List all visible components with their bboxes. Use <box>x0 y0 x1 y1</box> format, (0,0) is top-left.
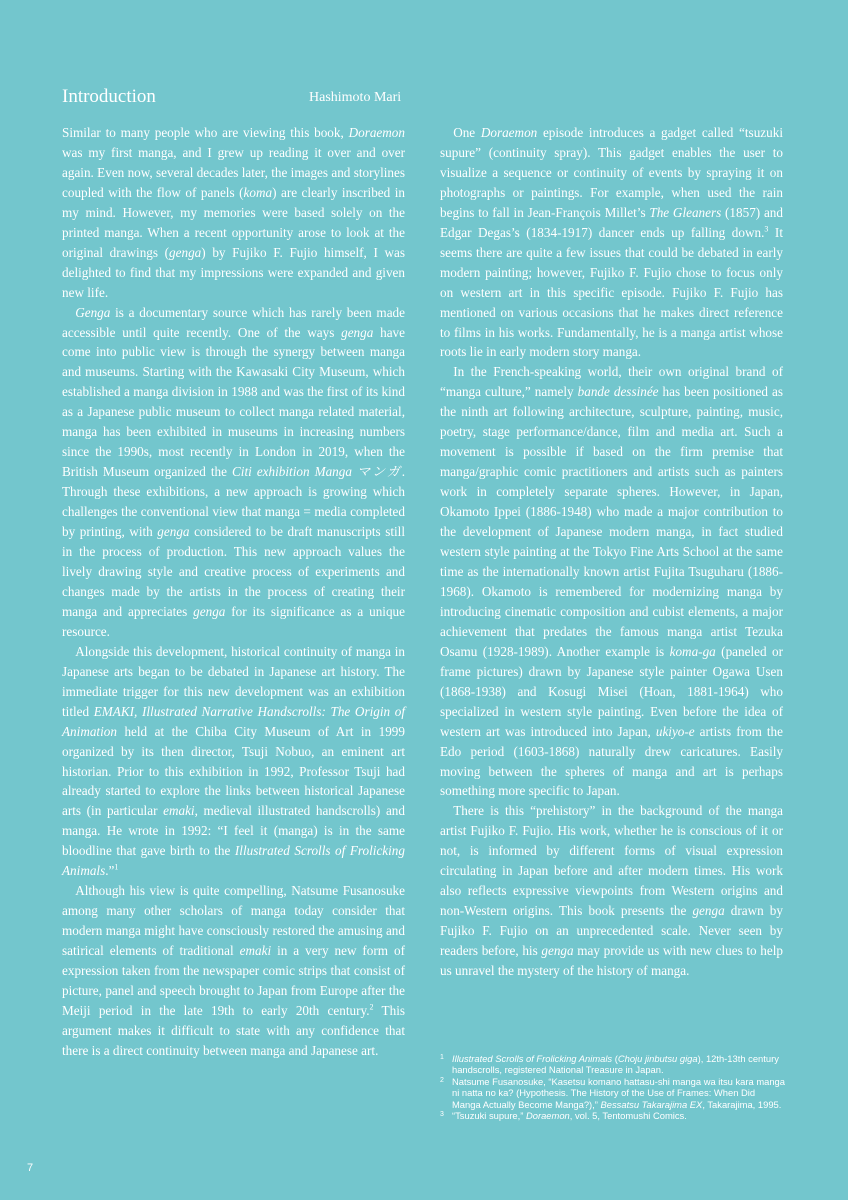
footnote-ref: 2 <box>369 1002 374 1012</box>
footnote-ref: 1 <box>114 862 119 872</box>
italic-term: koma <box>243 184 273 200</box>
italic-term: ukiyo-e <box>655 723 695 739</box>
italic-term: Genga <box>75 304 111 320</box>
author-name: Hashimoto Mari <box>309 90 402 105</box>
italic-term: Bessatsu Takarajima EX <box>600 1098 703 1110</box>
page-number: 7 <box>27 1162 34 1174</box>
footnote: 2 Natsume Fusanosuke, “Kasetsu komano hattasu-shi manga wa itsu kara manga ni natta no ka? (Hypothesis. The History of the Use of Frames: When Did Manga Actually Become Manga?),” Bessatsu Takarajima EX, Takarajima, 1995. <box>440 1075 785 1110</box>
paragraph: One Doraemon episode introduces a gadget called “tsuzuki supure” (continuity spray). This gadget enables the user to visualize a sequence or continuity of events by spraying it on photographs or paintings. For example, when used the rain begins to fall in Jean-François Millet’s The Gleaners (1857) and Edgar Degas’s (1834-1917) dancer ends up falling down.$^3$ It seems there are quite a few issues that could be debated in early modern painting; however, Fujiko F. Fujio chose to focus only on western art in this specific episode. Fujiko F. Fujio has mentioned on various occasions that he makes direct reference to films in his works. Fundamentally, he is a manga artist whose roots lie in early modern story manga. <box>440 125 783 360</box>
italic-term: Doraemon <box>348 125 405 140</box>
italic-term: Illustrated Scrolls of Frolicking Animals <box>452 1053 613 1064</box>
footnote-number: 1 <box>440 1054 444 1061</box>
footnote-number: 2 <box>440 1076 444 1084</box>
italic-term: genga <box>541 943 574 959</box>
italic-term: koma-ga <box>669 643 716 659</box>
italic-term: EMAKI, Illustrated Narrative Handscrolls: The Origin of Animation <box>62 703 405 739</box>
italic-term: Doraemon <box>525 1110 570 1122</box>
footnotes <box>440 1053 785 1121</box>
paragraph: Similar to many people who are viewing this book, Doraemon was my first manga, and I grew up reading it over and over again. Even now, several decades later, the images and storylines coupled with the flow of panels (koma) are clearly inscribed in my mind. However, my memories were based solely on the printed manga. When a recent opportunity arose to look at the original drawings (genga) by Fujiko F. Fujio himself, I was delighted to find that my impressions were expanded and given new life. <box>62 125 405 300</box>
paragraph: In the French-speaking world, their own original brand of “manga culture,” namely bande dessinée has been positioned as the ninth art following architecture, sculpture, painting, music, poetry, stage performance/dance, film and media art. Such a movement is possible if based on the firm premise that manga/graphic comic practitioners and artists such as painters work in completely separate spheres. However, in Japan, Okamoto Ippei (1886-1948) who made a major contribution to the development of Japanese modern manga, in fact studied western style painting at the Tokyo Fine Arts School at the same time as the internationally known artist Fujita Tsuguharu (1886-1968). Okamoto is remembered for modernizing manga by introducing cinematic composition and cubist elements, a major achievement that predates the famous manga artist Tezuka Osamu (1928-1989). Another example is koma-ga (paneled or frame pictures) drawn by Japanese style painter Ogawa Usen (1868-1938) and Kosugi Misei (Hoan, 1881-1964) who specialized in western style painting. Even before the idea of western art was introduced into Japan, ukiyo-e artists from the Edo period (1603-1868) naturally drew caricatures. Easily moving between the spheres of manga and art is perhaps something more specific to Japan. <box>440 364 783 799</box>
footnote-ref: 3 <box>764 224 769 234</box>
italic-term: Illustrated Scrolls of Frolicking Animals <box>62 843 405 879</box>
paragraph: Genga is a documentary source which has rarely been made accessible until quite recently. One of the ways genga have come into public view is through the synergy between manga and museums. Starting with the Kawasaki City Museum, which established a manga division in 1988 and was the first of its kind as a Japanese public museum to collect manga related material, manga has been exhibited in museums in increasing numbers since the 1990s, most recently in London in 2019, when the British Museum organized the Citi exhibition Manga マンガ. Through these exhibitions, a new approach is growing which challenges the conventional view that manga = media completed by printing, with genga considered to be draft manuscripts still in the process of production. This new approach values the lively drawing style and creative process of experiments and changes made by the artists in the process of creating their manga and appreciates genga for its significance as a unique resource. <box>62 304 406 639</box>
italic-term: bande dessinée <box>577 384 659 400</box>
paragraph: Alongside this development, historical continuity of manga in Japanese arts began to be debated in Japanese art history. The immediate trigger for this new development was an exhibition titled EMAKI, Illustrated Narrative Handscrolls: The Origin of Animation held at the Chiba City Museum of Art in 1999 organized by its then director, Tsuji Nobuo, an eminent art historian. Prior to this exhibition in 1992, Professor Tsuji had already started to explore the links between historical Japanese arts (in particular emaki, medieval illustrated handscrolls) and manga. He wrote in 1992: “I feel it (manga) is in the same bloodline that gave birth to the Illustrated Scrolls of Frolicking Animals.”$^1$ <box>62 643 405 879</box>
footnote-number: 3 <box>440 1111 444 1119</box>
italic-term: genga <box>169 244 202 260</box>
italic-term: genga <box>193 603 226 619</box>
italic-term: Doraemon <box>480 125 538 140</box>
italic-term: genga <box>157 524 190 540</box>
italic-term: emaki <box>239 943 272 959</box>
paragraph: There is this “prehistory” in the background of the manga artist Fujiko F. Fujio. His work, whether he is conscious of it or not, is informed by different forms of visual expression circulating in Japan before and after modern times. His work also reflects expressive viewpoints from Western origins and non-Western origins. This book presents the genga drawn by Fujiko F. Fujio on an unprecedented scale. Never seen by readers before, his genga may provide us with new clues to help us unravel the mystery of the history of manga. <box>440 803 783 979</box>
page-title: Introduction <box>62 86 156 107</box>
paragraph: Although his view is quite compelling, Natsume Fusanosuke among many other scholars of manga today consider that modern manga might have consciously restored the amusing and satirical elements of traditional emaki in a very new form of expression taken from the newspaper comic strips that consist of picture, panel and speech brought to Japan from Europe after the Meiji period in the late 19th to early 20th century.$^2$ This argument makes it difficult to state with any confidence that there is a direct continuity between manga and Japanese art. <box>62 883 405 1058</box>
italic-term: The Gleaners <box>649 204 722 220</box>
footnote: 1 Illustrated Scrolls of Frolicking Animals (Choju jinbutsu giga), 12th-13th century handscrolls, registered National Treasure in Japan. <box>440 1053 779 1076</box>
body-column-left <box>62 123 405 1061</box>
body-column-right <box>440 123 783 981</box>
italic-term: emaki <box>163 803 195 819</box>
italic-term: Citi exhibition Manga マンガ <box>232 464 402 480</box>
italic-term: genga <box>692 903 725 919</box>
italic-term: genga <box>341 324 374 340</box>
italic-term: Choju jinbutsu giga <box>617 1053 698 1064</box>
footnote: 3 “Tsuzuki supure,” Doraemon, vol. 5, Tentomushi Comics. <box>440 1110 687 1122</box>
